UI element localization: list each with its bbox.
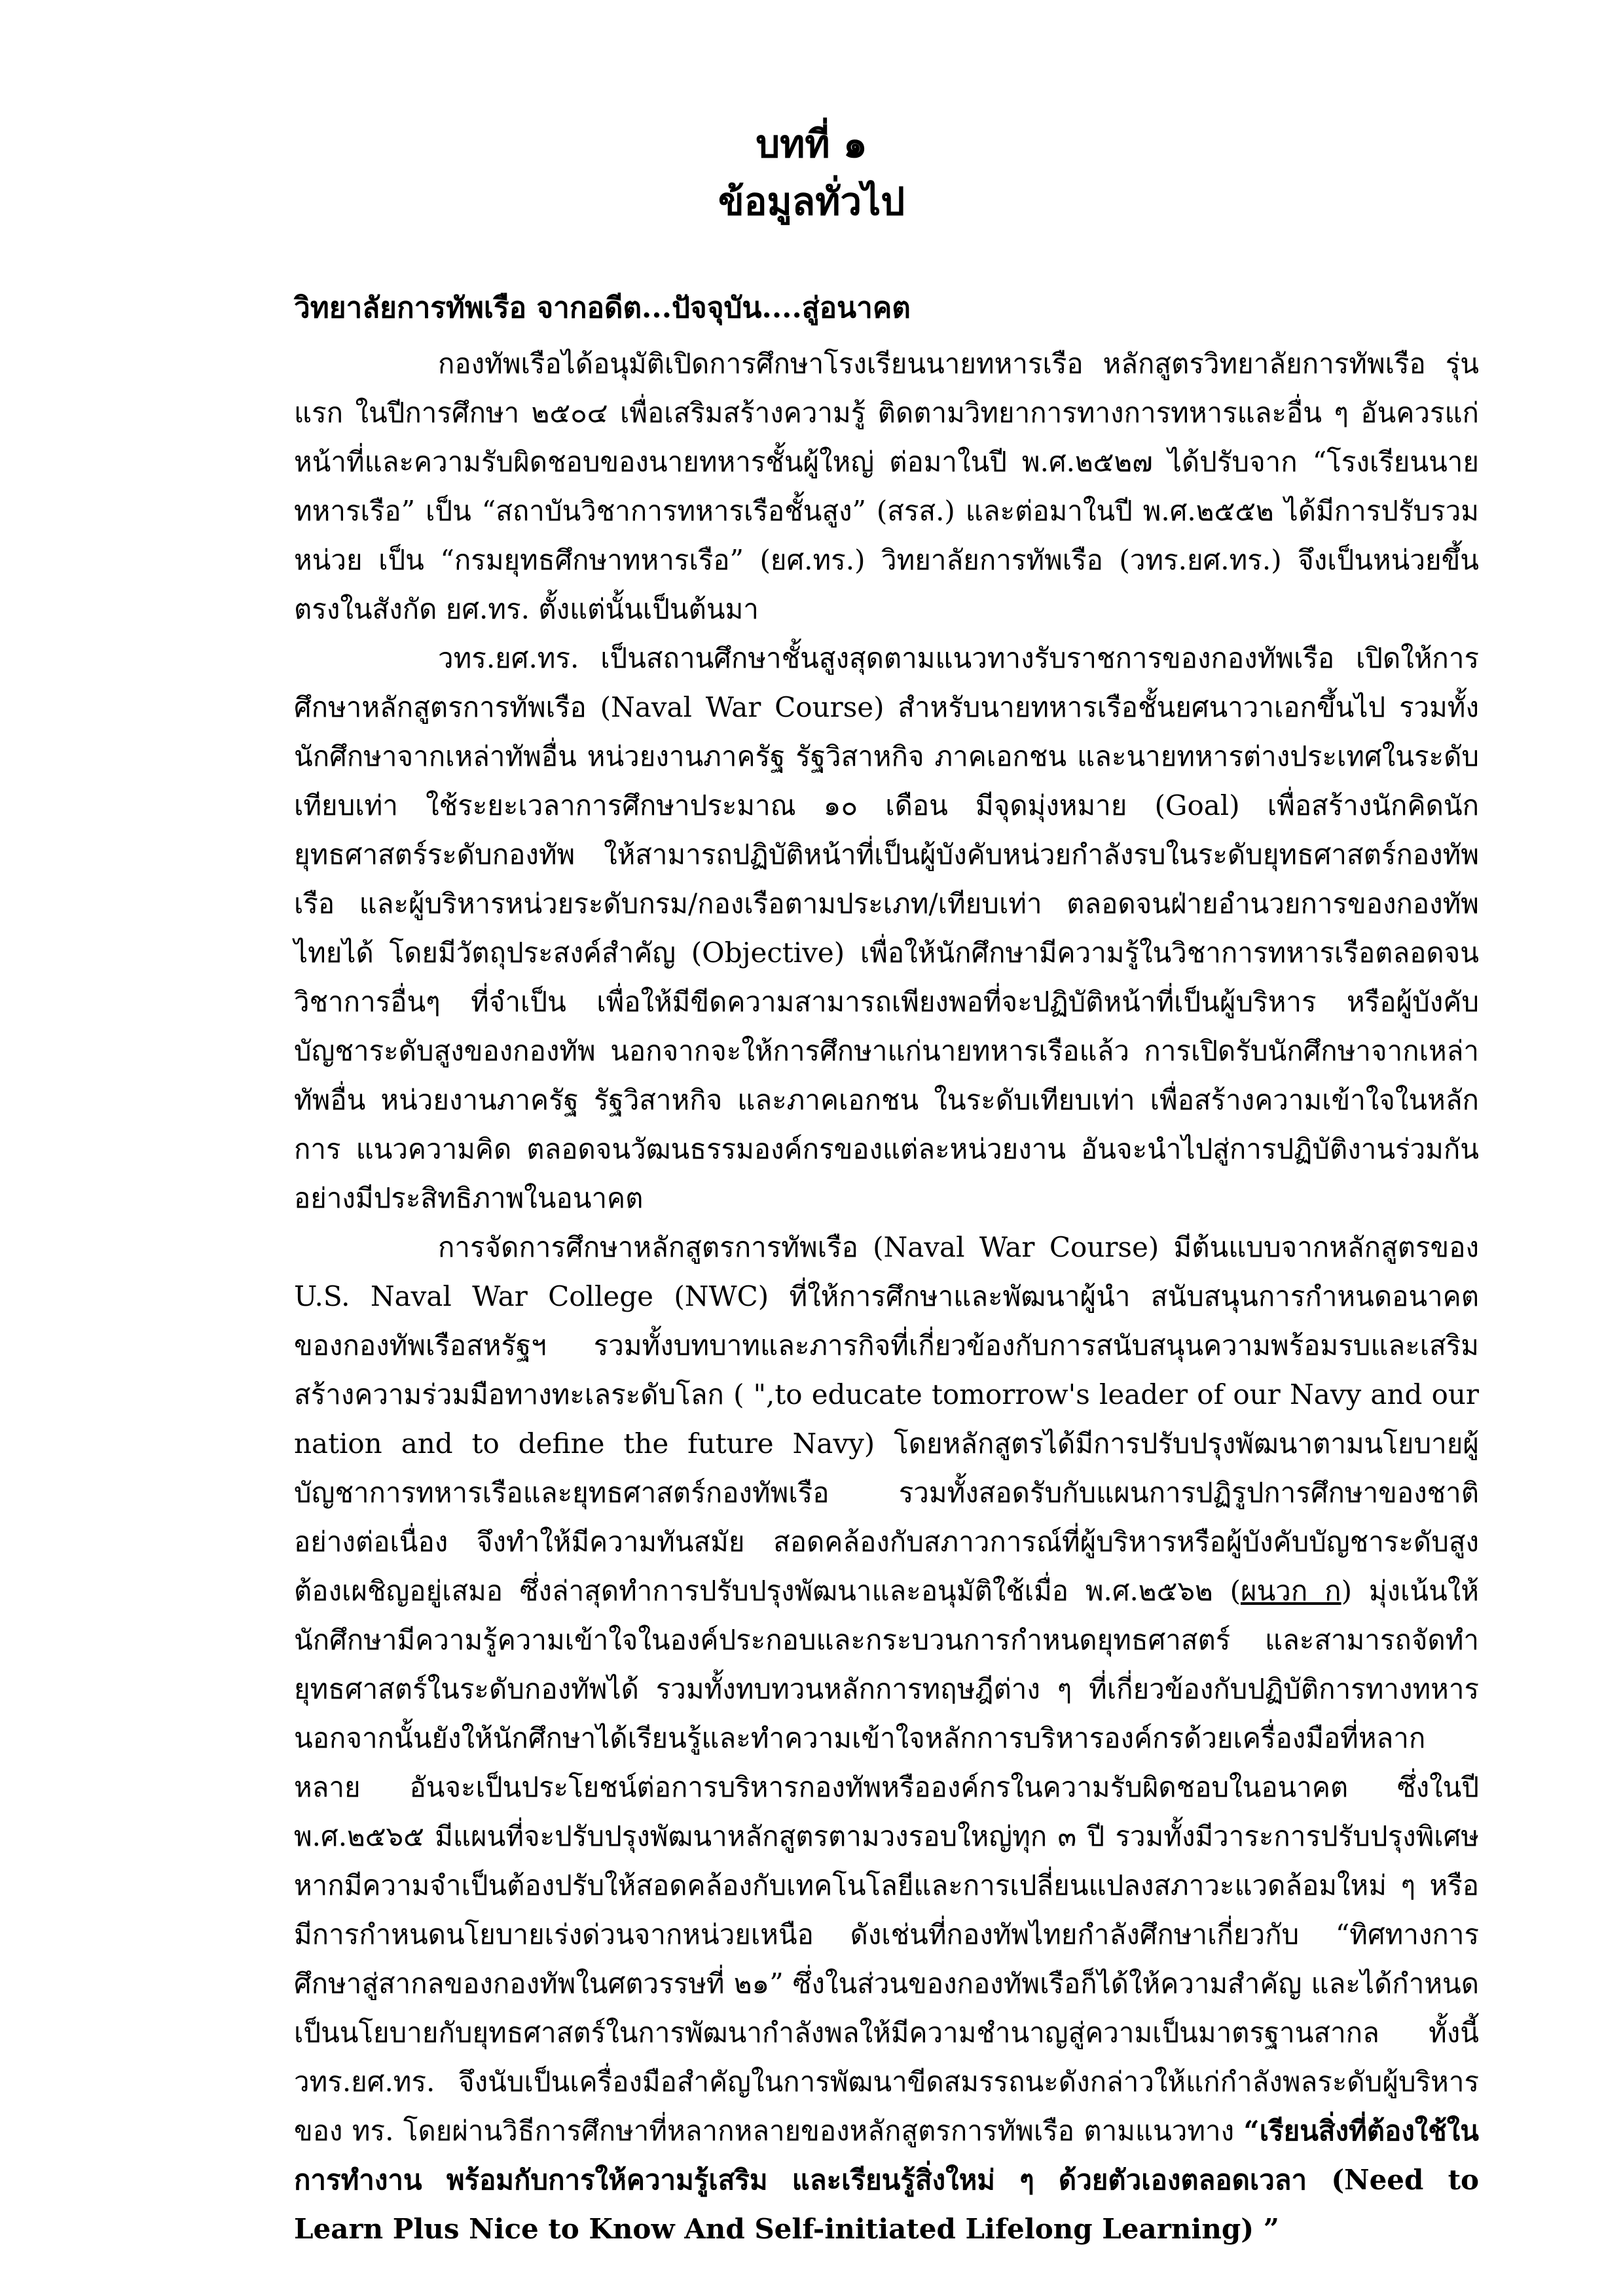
section-heading: วิทยาลัยการทัพเรือ จากอดีต...ปัจจุบัน....สู่อนาคต	[294, 291, 911, 325]
motto-text: “เรียนสิ่งที่ต้องใช้ในการทำงาน พร้อมกับการให้ความรู้เสริม และเรียนรู้สิ่งใหม่ ๆ ด้วยตัวเองตลอดเวลา (Need to Learn Plus Nice to Know And Self-initiated Lifelong Learning) ”	[294, 2115, 1479, 2245]
paragraph-curriculum	[294, 1223, 1479, 2253]
chapter-title: ข้อมูลทั่วไป	[718, 179, 905, 224]
annex-link[interactable]: ผนวก ก	[1240, 1575, 1341, 1607]
paragraph-mission: วทร.ยศ.ทร. เป็นสถานศึกษาชั้นสูงสุดตามแนวทางรับราชการของกองทัพเรือ เปิดให้การศึกษาหลักสูตรการทัพเรือ (Naval War Course) สำหรับนายทหารเรือชั้นยศนาวาเอกขึ้นไป รวมทั้งนักศึกษาจากเหล่าทัพอื่น หน่วยงานภาครัฐ รัฐวิสาหกิจ ภาคเอกชน และนายทหารต่างประเทศในระดับเทียบเท่า ใช้ระยะเวลาการศึกษาประมาณ ๑๐ เดือน มีจุดมุ่งหมาย (Goal) เพื่อสร้างนักคิดนักยุทธศาสตร์ระดับกองทัพ ให้สามารถปฏิบัติหน้าที่เป็นผู้บังคับหน่วยกำลังรบในระดับยุทธศาสตร์กองทัพเรือ และผู้บริหารหน่วยระดับกรม/กองเรือตามประเภท/เทียบเท่า ตลอดจนฝ่ายอำนวยการของกองทัพไทยได้ โดยมีวัตถุประสงค์สำคัญ (Objective) เพื่อให้นักศึกษามีความรู้ในวิชาการทหารเรือตลอดจนวิชาการอื่นๆ ที่จำเป็น เพื่อให้มีขีดความสามารถเพียงพอที่จะปฏิบัติหน้าที่เป็นผู้บริหาร หรือผู้บังคับบัญชาระดับสูงของกองทัพ นอกจากจะให้การศึกษาแก่นายทหารเรือแล้ว การเปิดรับนักศึกษาจากเหล่าทัพอื่น หน่วยงานภาครัฐ รัฐวิสาหกิจ และภาคเอกชน ในระดับเทียบเท่า เพื่อสร้างความเข้าใจในหลักการ แนวความคิด ตลอดจนวัฒนธรรมองค์กรของแต่ละหน่วยงาน อันจะนำไปสู่การปฏิบัติงานร่วมกันอย่างมีประสิทธิภาพในอนาคต	[294, 642, 1479, 1214]
body-text	[294, 339, 1479, 2253]
paragraph-curriculum-part2: ) มุ่งเน้นให้นักศึกษามีความรู้ความเข้าใจในองค์ประกอบและกระบวนการกำหนดยุทธศาสตร์ และสามารถจัดทำยุทธศาสตร์ในระดับกองทัพได้ รวมทั้งทบทวนหลักการทฤษฎีต่าง ๆ ที่เกี่ยวข้องกับปฏิบัติการทางทหาร นอกจากนั้นยังให้นักศึกษาได้เรียนรู้และทำความเข้าใจหลักการบริหารองค์กรด้วยเครื่องมือที่หลากหลาย อันจะเป็นประโยชน์ต่อการบริหารกองทัพหรือองค์กรในความรับผิดชอบในอนาคต ซึ่งในปี พ.ศ.๒๕๖๕ มีแผนที่จะปรับปรุงพัฒนาหลักสูตรตามวงรอบใหญ่ทุก ๓ ปี รวมทั้งมีวาระการปรับปรุงพิเศษ หากมีความจำเป็นต้องปรับให้สอดคล้องกับเทคโนโลยีและการเปลี่ยนแปลงสภาวะแวดล้อมใหม่ ๆ หรือ มีการกำหนดนโยบายเร่งด่วนจากหน่วยเหนือ ดังเช่นที่กองทัพไทยกำลังศึกษาเกี่ยวกับ “ทิศทางการศึกษาสู่สากลของกองทัพในศตวรรษที่ ๒๑” ซึ่งในส่วนของกองทัพเรือก็ได้ให้ความสำคัญ และได้กำหนดเป็นนโยบายกับยุทธศาสตร์ในการพัฒนากำลังพลให้มีความชำนาญสู่ความเป็นมาตรฐานสากล ทั้งนี้ วทร.ยศ.ทร. จึงนับเป็นเครื่องมือสำคัญในการพัฒนาขีดสมรรถนะดังกล่าวให้แก่กำลังพลระดับผู้บริหารของ ทร. โดยผ่านวิธีการศึกษาที่หลากหลายของหลักสูตรการทัพเรือ ตามแนวทาง	[294, 1575, 1479, 2147]
paragraph-history: กองทัพเรือได้อนุมัติเปิดการศึกษาโรงเรียนนายทหารเรือ หลักสูตรวิทยาลัยการทัพเรือ รุ่นแรก ในปีการศึกษา ๒๕๐๔ เพื่อเสริมสร้างความรู้ ติดตามวิทยาการทางการทหารและอื่น ๆ อันควรแก่หน้าที่และความรับผิดชอบของนายทหารชั้นผู้ใหญ่ ต่อมาในปี พ.ศ.๒๕๒๗ ได้ปรับจาก “โรงเรียนนายทหารเรือ” เป็น “สถาบันวิชาการทหารเรือชั้นสูง” (สรส.) และต่อมาในปี พ.ศ.๒๕๕๒ ได้มีการปรับรวมหน่วย เป็น “กรมยุทธศึกษาทหารเรือ” (ยศ.ทร.) วิทยาลัยการทัพเรือ (วทร.ยศ.ทร.) จึงเป็นหน่วยขึ้นตรงในสังกัด ยศ.ทร. ตั้งแต่นั้นเป็นต้นมา	[294, 348, 1479, 625]
paragraph-curriculum-part1: การจัดการศึกษาหลักสูตรการทัพเรือ (Naval War Course) มีต้นแบบจากหลักสูตรของ U.S. Naval War College (NWC) ที่ให้การศึกษาและพัฒนาผู้นำ สนับสนุนการกำหนดอนาคตของกองทัพเรือสหรัฐฯ รวมทั้งบทบาทและภารกิจที่เกี่ยวข้องกับการสนับสนุนความพร้อมรบและเสริมสร้างความร่วมมือทางทะเลระดับโลก ( ",to educate tomorrow's leader of our Navy and our nation and to define the future Navy) โดยหลักสูตรได้มีการปรับปรุงพัฒนาตามนโยบายผู้บัญชาการทหารเรือและยุทธศาสตร์กองทัพเรือ รวมทั้งสอดรับกับแผนการปฏิรูปการศึกษาของชาติอย่างต่อเนื่อง จึงทำให้มีความทันสมัย สอดคล้องกับสภาวการณ์ที่ผู้บริหารหรือผู้บังคับบัญชาระดับสูงต้องเผชิญอยู่เสมอ ซึ่งล่าสุดทำการปรับปรุงพัฒนาและอนุมัติใช้เมื่อ พ.ศ.๒๕๖๒ (	[294, 1231, 1479, 1607]
chapter-number: บทที่ ๑	[756, 122, 867, 166]
